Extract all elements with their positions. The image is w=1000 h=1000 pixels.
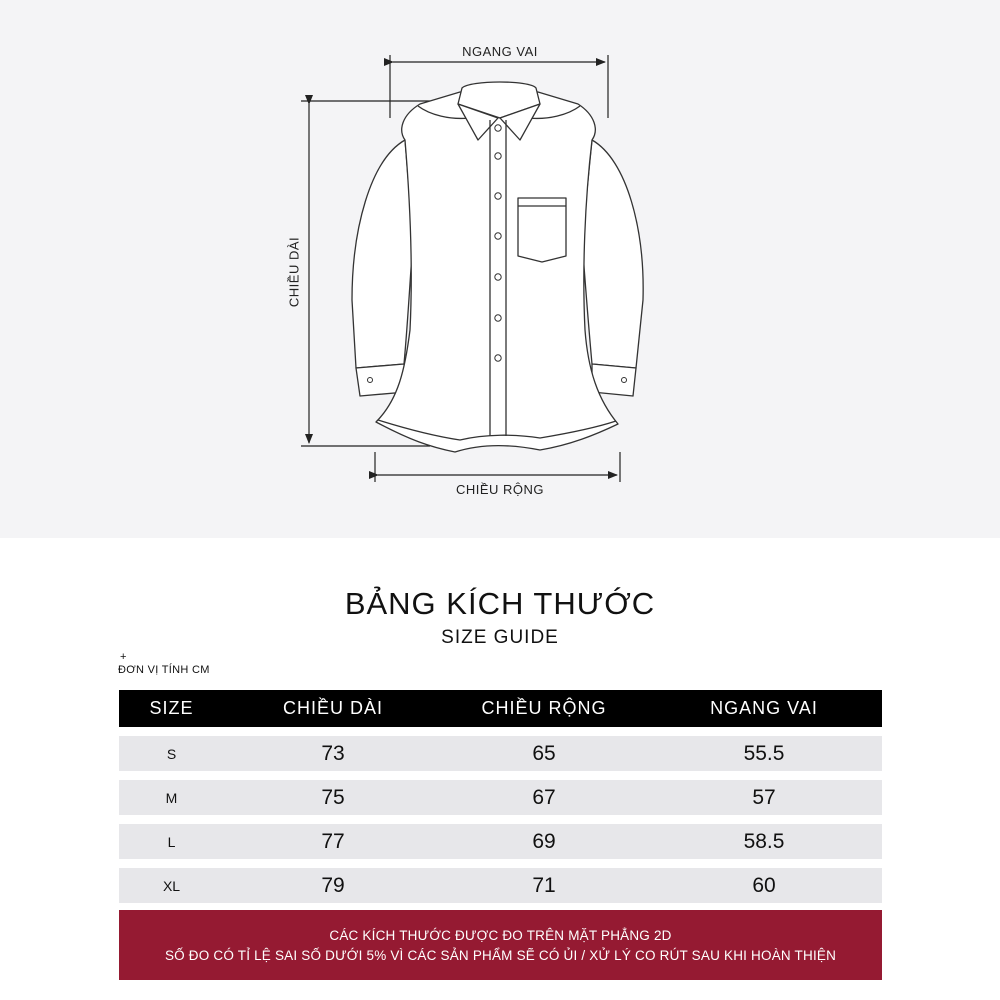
- cell-length: 79: [321, 873, 345, 897]
- table-row: [119, 868, 882, 903]
- unit-marker: +: [120, 651, 127, 663]
- header-shoulder: NGANG VAI: [710, 698, 818, 718]
- cell-length: 75: [321, 785, 345, 809]
- table-row: [119, 824, 882, 859]
- unit-label: ĐƠN VỊ TÍNH CM: [118, 664, 210, 676]
- shoulder-label: NGANG VAI: [462, 44, 538, 59]
- header-width: CHIỀU RỘNG: [481, 698, 607, 718]
- table-row: [119, 780, 882, 815]
- cell-size: L: [167, 833, 176, 850]
- measurement-note: [119, 910, 882, 980]
- page-subtitle: SIZE GUIDE: [441, 627, 559, 648]
- cell-width: 69: [532, 829, 556, 853]
- cell-size: XL: [162, 877, 181, 894]
- cell-shoulder: 55.5: [743, 741, 785, 765]
- length-label: CHIỀU DÀI: [286, 236, 302, 308]
- cell-width: 65: [532, 741, 556, 765]
- cell-width: 67: [532, 785, 556, 809]
- size-table: [119, 690, 882, 903]
- cell-shoulder: 57: [752, 785, 776, 809]
- table-row: [119, 736, 882, 771]
- cell-length: 77: [321, 829, 345, 853]
- note-line-1: CÁC KÍCH THƯỚC ĐƯỢC ĐO TRÊN MẶT PHẲNG 2D: [329, 927, 672, 943]
- width-label: CHIỀU RỘNG: [455, 482, 545, 497]
- cell-shoulder: 58.5: [743, 829, 785, 853]
- cell-length: 73: [321, 741, 345, 765]
- page-title: BẢNG KÍCH THƯỚC: [344, 586, 656, 621]
- header-length: CHIỀU DÀI: [282, 698, 383, 718]
- table-header: [119, 690, 882, 727]
- cell-width: 71: [532, 873, 556, 897]
- cell-size: M: [165, 789, 178, 806]
- cell-size: S: [166, 745, 177, 762]
- cell-shoulder: 60: [752, 873, 776, 897]
- header-size: SIZE: [149, 698, 194, 718]
- note-line-2: SỐ ĐO CÓ TỈ LỆ SAI SỐ DƯỚI 5% VÌ CÁC SẢN PHẨM SẼ CÓ ỦI / XỬ LÝ CO RÚT SAU KHI HOÀN THIỆN: [164, 947, 837, 963]
- shirt-outline: [352, 82, 643, 452]
